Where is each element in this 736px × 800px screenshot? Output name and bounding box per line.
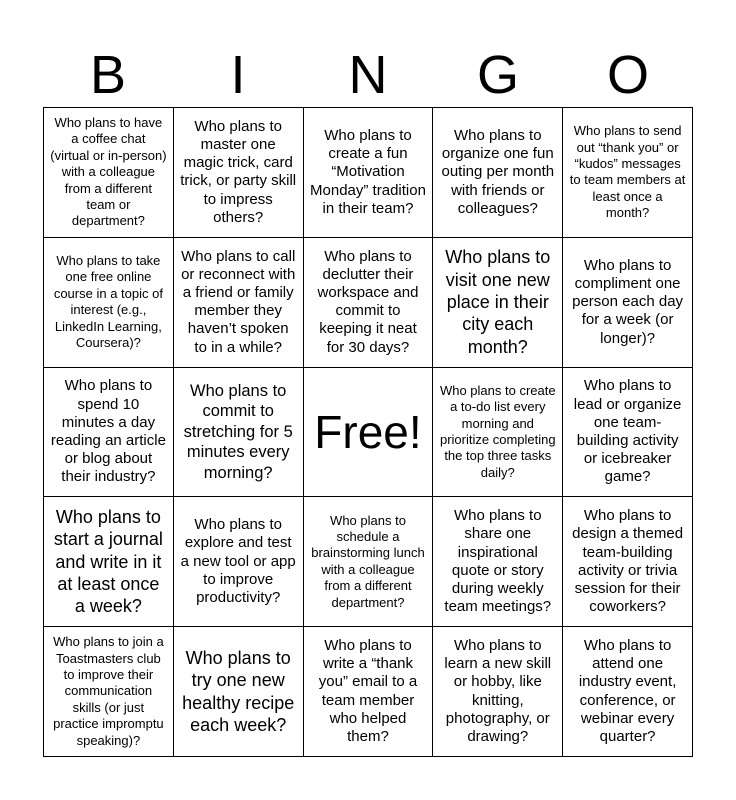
cell-text: Who plans to share one inspirational quote or story during weekly team meetings? <box>444 507 552 616</box>
cell-text: Who plans to write a “thank you” email to a team member who helped them? <box>318 636 418 745</box>
bingo-cell[interactable] <box>44 238 174 368</box>
bingo-cell[interactable] <box>174 108 304 238</box>
cell-text: Who plans to declutter their workspace and commit to keeping it neat for 30 days? <box>317 247 419 356</box>
cell-text: Who plans to create a to-do list every morning and prioritize completing the top three tasks daily? <box>439 382 556 480</box>
bingo-cell[interactable] <box>44 108 174 238</box>
header-letter-n: N <box>348 45 388 105</box>
bingo-cell[interactable] <box>433 368 563 498</box>
cell-text: Who plans to send out “thank you” or “kudos” messages to team members at least once a month? <box>569 123 686 221</box>
free-space-label: Free! <box>314 405 422 458</box>
bingo-cell[interactable] <box>44 497 174 627</box>
cell-text: Who plans to compliment one person each day for a week (or longer)? <box>572 256 684 347</box>
cell-text: Who plans to lead or organize one team-building activity or icebreaker game? <box>573 377 682 486</box>
cell-text: Who plans to join a Toastmasters club to improve their communication skills (or just practice impromptu speaking)? <box>53 634 164 748</box>
cell-text: Who plans to master one magic trick, card trick, or party skill to impress others? <box>180 117 297 226</box>
cell-text: Who plans to try one new healthy recipe each week? <box>182 647 295 735</box>
bingo-cell[interactable] <box>304 497 434 627</box>
cell-text: Who plans to organize one fun outing per month with friends or colleagues? <box>441 126 555 217</box>
bingo-cell[interactable] <box>304 627 434 757</box>
bingo-cell[interactable] <box>44 368 174 498</box>
bingo-cell[interactable] <box>433 627 563 757</box>
cell-text: Who plans to commit to stretching for 5 minutes every morning? <box>183 381 293 482</box>
header-letter-i: I <box>230 45 246 105</box>
bingo-header <box>43 44 693 106</box>
cell-text: Who plans to attend one industry event, conference, or webinar every quarter? <box>578 636 677 745</box>
cell-text: Who plans to visit one new place in their city each month? <box>445 247 551 357</box>
bingo-cell[interactable] <box>563 238 693 368</box>
cell-text: Who plans to learn a new skill or hobby, like knitting, photography, or drawing? <box>444 636 552 745</box>
bingo-cell[interactable] <box>563 368 693 498</box>
bingo-cell[interactable] <box>563 497 693 627</box>
bingo-cell[interactable] <box>304 108 434 238</box>
cell-text: Who plans to create a fun “Motivation Monday” tradition in their team? <box>310 126 426 217</box>
bingo-cell[interactable] <box>174 238 304 368</box>
bingo-cell[interactable] <box>563 627 693 757</box>
cell-text: Who plans to spend 10 minutes a day reading an article or blog about their industry? <box>50 377 166 486</box>
bingo-cell[interactable] <box>174 497 304 627</box>
cell-text: Who plans to explore and test a new tool or app to improve productivity? <box>180 516 296 607</box>
cell-text: Who plans to call or reconnect with a friend or family member they haven’t spoken to in a while? <box>181 247 296 356</box>
bingo-cell[interactable] <box>433 108 563 238</box>
bingo-board <box>43 107 693 757</box>
cell-text: Who plans to have a coffee chat (virtual or in-person) with a colleague from a different team or department? <box>50 114 167 229</box>
cell-text: Who plans to start a journal and write in it at least once a week? <box>53 506 163 617</box>
bingo-cell[interactable] <box>44 627 174 757</box>
header-letter-o: O <box>606 45 649 105</box>
bingo-cell[interactable] <box>433 497 563 627</box>
cell-text: Who plans to schedule a brainstorming lunch with a colleague from a different department? <box>311 512 425 610</box>
bingo-cell[interactable] <box>304 238 434 368</box>
bingo-cell[interactable] <box>174 627 304 757</box>
header-letter-g: G <box>476 45 519 105</box>
cell-text: Who plans to design a themed team-building activity or trivia session for their coworkers? <box>572 507 684 616</box>
cell-text: Who plans to take one free online course in a topic of interest (e.g., LinkedIn Learning, Coursera)? <box>53 252 163 350</box>
header-letter-b: B <box>89 45 127 105</box>
free-space-cell[interactable] <box>304 368 434 498</box>
bingo-cell[interactable] <box>174 368 304 498</box>
bingo-cell[interactable] <box>563 108 693 238</box>
bingo-cell[interactable] <box>433 238 563 368</box>
